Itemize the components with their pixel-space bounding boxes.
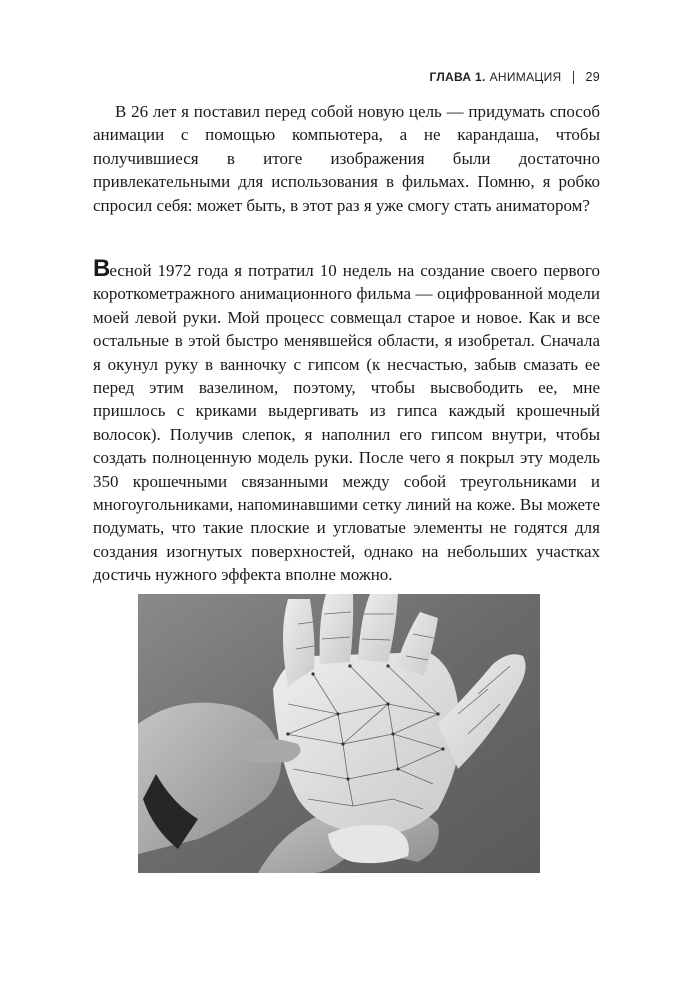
plaster-finger <box>320 594 354 664</box>
page-number: 29 <box>585 70 600 84</box>
chapter-number: ГЛАВА 1. <box>429 70 486 84</box>
running-head <box>430 70 600 84</box>
header-divider <box>573 71 574 84</box>
chapter-title: АНИМАЦИЯ <box>489 70 562 84</box>
paragraph-2-text: есной 1972 года я потратил 10 недель на создание своего первого короткометражного анимационного фильма — оцифрованной модели моей левой руки. Мой процесс совмещал старое и новое. Как и все остальные в этой быстро менявшейся области, я изобретал. Сначала я окунул руку в ванночку с гипсом (к несчастью, забыв смазать ее перед этим вазелином, поэтому, чтобы высвободить ее, мне пришлось с криками выдергивать из гипса каждый крошечный волосок). Получив слепок, я наполнил его гипсом внутри, чтобы создать полноценную модель руки. После чего я покрыл эту модель 350 крошечными связанными между собой треугольниками и многоугольниками, напоминавшими сетку линий на коже. Вы можете подумать, что такие плоские и угловатые элементы не годятся для создания изогнутых поверхностей, однако на небольших участках достичь нужного эффекта вполне можно. <box>93 261 600 585</box>
paragraph-2 <box>93 257 600 587</box>
hand-model-illustration <box>138 594 540 873</box>
drop-cap: В <box>93 255 110 282</box>
paragraph-1: В 26 лет я поставил перед собой новую цель — придумать способ анимации с помощью компьютера, а не карандаша, чтобы получившиеся в итоге изображения были достаточно привлекательными для использования в фильмах. Помню, я робко спросил себя: может быть, в этот раз я уже смогу стать аниматором? <box>93 102 600 215</box>
hand-model-photo <box>138 594 540 873</box>
holding-fingers <box>233 739 300 763</box>
